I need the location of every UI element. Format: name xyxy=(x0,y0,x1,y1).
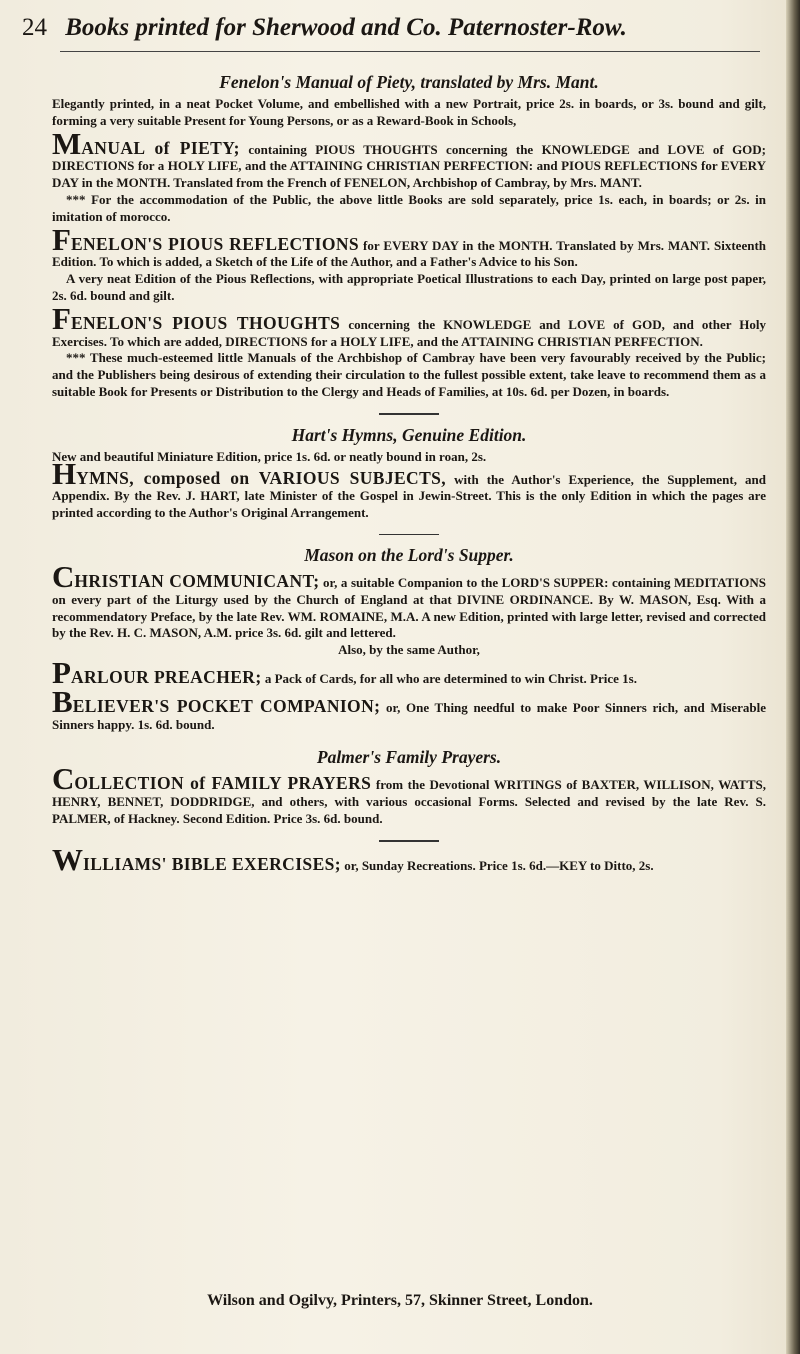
entry-lead: ENELON'S PIOUS REFLECTIONS xyxy=(70,233,360,254)
entry-body: containing PIOUS THOUGHTS concerning the KNOWLEDGE and LOVE of GOD; DIRECTIONS for a HOLY LIFE, and the ATTAINING CHRISTIAN PERFECTION: and PIOUS REFLECTIONS for EVERY DAY in the MONTH. Translated from the French of FENELON, Archbishop of Cambray, by Mrs. MANT. xyxy=(52,141,767,191)
entry-lead: HRISTIAN COMMUNICANT; xyxy=(74,570,320,591)
drop-cap: C xyxy=(52,761,75,797)
note-separate-sale: *** For the accommodation of the Public, the above little Books are sold separately, price 1s. each, in boards; or 2s. in imitation of morocco. xyxy=(52,191,766,224)
entry-lead: ELIEVER'S POCKET COMPANION; xyxy=(72,695,381,716)
catalogue-content xyxy=(52,72,766,875)
entry-lead: ARLOUR PREACHER; xyxy=(70,666,262,687)
note-manuals: *** These much-esteemed little Manuals of the Archbishop of Cambray have been very favourably received by the Public; and the Publishers being desirous of extending their circulation to the fullest possible extent, take leave to recommend them as a suitable Book for Presents or Distribution to the Clergy and Heads of Families, at 10s. 6d. per Dozen, in boards. xyxy=(52,350,766,399)
entry-parlour-preacher xyxy=(52,654,766,690)
section-title-palmer: Palmer's Family Prayers. xyxy=(316,747,502,768)
entry-lead: OLLECTION of FAMILY PRAYERS xyxy=(74,773,372,794)
drop-cap: W xyxy=(52,841,83,877)
drop-cap: P xyxy=(52,654,71,690)
section-divider xyxy=(379,413,439,415)
drop-cap: M xyxy=(52,125,82,161)
running-title: Books printed for Sherwood and Co. Paternoster-Row. xyxy=(65,14,627,41)
page-edge-shadow xyxy=(786,0,800,1354)
entry-pious-reflections xyxy=(52,221,767,272)
entry-body: a Pack of Cards, for all who are determined to win Christ. Price 1s. xyxy=(264,670,637,686)
entry-believers-pocket-companion xyxy=(52,683,766,734)
drop-cap: F xyxy=(52,300,71,336)
entry-lead: ENELON'S PIOUS THOUGHTS xyxy=(70,312,341,333)
entry-body: with the Author's Experience, the Supplement, and Appendix. By the Rev. J. HART, late Minister of the Gospel in Jewin-Street. This is the only Edition in which the pages are printed according to the Author's Original Arrangement. xyxy=(52,471,766,521)
drop-cap: B xyxy=(52,683,73,719)
entry-body: from the Devotional WRITINGS of BAXTER, WILLISON, WATTS, HENRY, BENNET, DODDRIDGE, and others, with various occasional Forms. Selected and revised by the late Rev. S. PALMER, of Hackney. Second Edition. Price 3s. 6d. bound. xyxy=(52,777,766,826)
entry-pious-thoughts xyxy=(52,300,767,351)
entry-body: concerning the KNOWLEDGE and LOVE of GOD, and other Holy Exercises. To which are added, DIRECTIONS for a HOLY LIFE, and the ATTAINING CHRISTIAN PERFECTION. xyxy=(52,316,767,349)
hart-description: New and beautiful Miniature Edition, price 1s. 6d. or neatly bound in roan, 2s. xyxy=(52,448,487,464)
entry-body: or, Sunday Recreations. Price 1s. 6d.—KEY to Ditto, 2s. xyxy=(344,857,654,873)
entry-family-prayers xyxy=(52,761,766,827)
entry-williams-bible-exercises xyxy=(52,841,766,877)
page-number: 24 xyxy=(22,14,47,41)
running-header xyxy=(22,14,770,42)
section-title-mason: Mason on the Lord's Supper. xyxy=(304,544,514,565)
printer-imprint: Wilson and Ogilvy, Printers, 57, Skinner Street, London. xyxy=(207,1292,593,1309)
entry-christian-communicant xyxy=(52,558,767,642)
header-rule xyxy=(60,51,760,52)
entry-lead: YMNS, composed on VARIOUS SUBJECTS, xyxy=(76,467,447,488)
section-title-fenelon: Fenelon's Manual of Piety, translated by Mrs. Mant. xyxy=(219,72,599,92)
entry-lead: ILLIAMS' BIBLE EXERCISES; xyxy=(83,853,341,874)
drop-cap: H xyxy=(52,455,77,491)
entry-body: or, a suitable Companion to the LORD'S SUPPER: containing MEDITATIONS on every part of the Liturgy used by the Church of England at that DIVINE ORDINANCE. By W. MASON, Esq. With a recommendatory Preface, by the late Rev. WM. ROMAINE, M.A. A new Edition, printed with large letter, revised and corrected by the Rev. H. C. MASON, A.M. price 3s. 6d. gilt and lettered. xyxy=(52,574,767,641)
fenelon-description: Elegantly printed, in a neat Pocket Volume, and embellished with a new Portrait, price 2s. in boards, or 3s. bound and gilt, forming a very suitable Present for Young Persons, or as a Reward-Book in Schools, xyxy=(52,96,766,128)
drop-cap: F xyxy=(52,221,71,257)
entry-pious-reflections-extra: A very neat Edition of the Pious Reflections, with appropriate Poetical Illustrations to each Day, printed on large post paper, 2s. 6d. bound and gilt. xyxy=(52,271,766,303)
entry-body: or, One Thing needful to make Poor Sinners rich, and Miserable Sinners happy. 1s. 6d. bound. xyxy=(52,699,766,732)
section-divider xyxy=(379,534,439,535)
also-by-author: Also, by the same Author, xyxy=(338,642,480,658)
section-title-hart: Hart's Hymns, Genuine Edition. xyxy=(291,424,527,445)
entry-body: for EVERY DAY in the MONTH. Translated by Mrs. MANT. Sixteenth Edition. To which is added, a Sketch of the Life of the Author, and a Father's Advice to his Son. xyxy=(52,237,767,270)
entry-lead: ANUAL of PIETY; xyxy=(81,137,240,158)
section-divider xyxy=(379,840,439,842)
drop-cap: C xyxy=(52,558,75,594)
entry-manual-of-piety xyxy=(52,125,767,192)
